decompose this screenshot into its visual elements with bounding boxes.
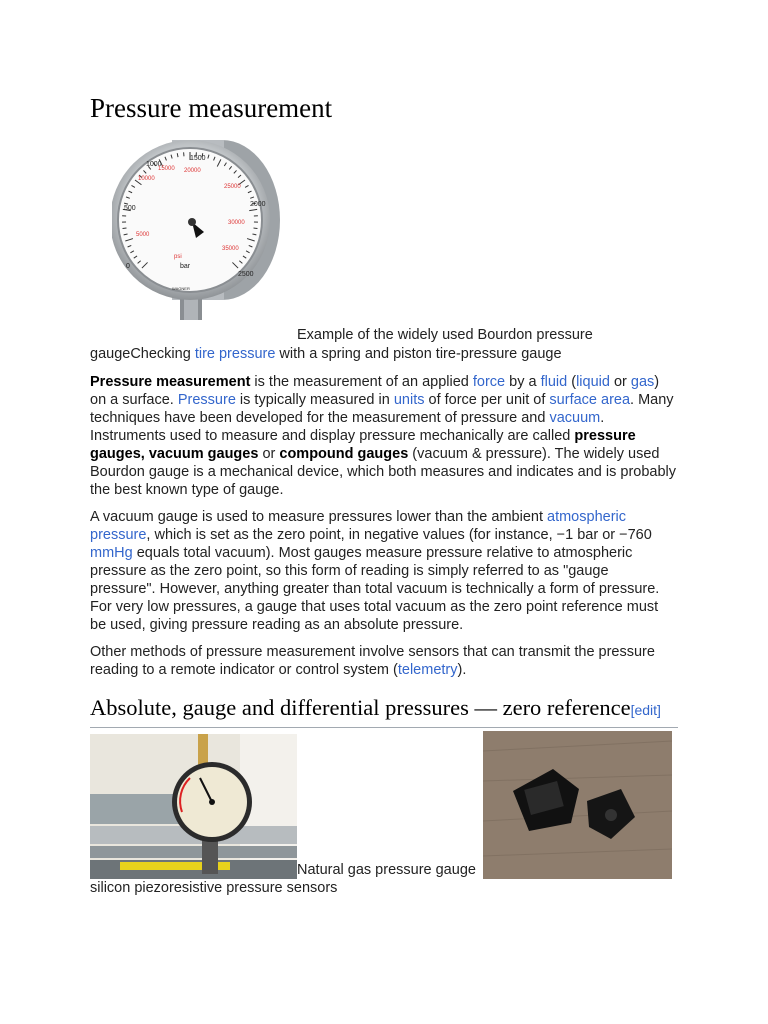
dial-label: 1500 — [190, 155, 206, 162]
dial-label: 2000 — [250, 201, 266, 208]
page-title: Pressure measurement — [90, 93, 333, 123]
link-fluid[interactable]: fluid — [540, 374, 568, 390]
section-heading — [90, 695, 678, 728]
text: of force per unit of — [424, 392, 550, 408]
figure-caption: Natural gas pressure gauge — [297, 862, 476, 878]
edit-link[interactable]: [edit] — [630, 702, 661, 718]
text: is the measurement of an applied — [250, 374, 473, 390]
section-heading-text: Absolute, gauge and differential pressures — zero reference — [90, 695, 631, 720]
link-vacuum[interactable]: vacuum — [549, 410, 601, 426]
dial-label: 15000 — [158, 166, 175, 172]
bourdon-gauge-figure — [90, 138, 678, 322]
text: . Instruments used to measure and display pressure mechanically are called — [90, 410, 605, 444]
caption-text: gaugeChecking — [90, 346, 195, 362]
text: ) on a surface. — [90, 374, 660, 408]
dial-label: 0 — [126, 263, 130, 270]
text: , which is set as the zero point, in negative values (for instance, −1 bar or −760 — [146, 527, 652, 543]
natural-gas-gauge-image — [90, 734, 297, 879]
dial-label: 35000 — [222, 246, 239, 252]
link-atmospheric-pressure[interactable]: atmospheric pressure — [90, 509, 626, 543]
dial-label: 2500 — [238, 271, 254, 278]
figure-row — [90, 734, 678, 884]
link-force[interactable]: force — [472, 374, 506, 390]
bourdon-gauge-image — [112, 138, 282, 322]
text: (vacuum & pressure). The widely used Bourdon gauge is a mechanical device, which both measures and indicates and is probably the best known type of gauge. — [90, 446, 676, 498]
text: . Many techniques have been developed for the measurement of pressure and — [90, 392, 674, 426]
dial-tick — [123, 228, 127, 229]
figure-caption: silicon piezoresistive pressure sensors — [90, 880, 338, 896]
text: or — [258, 446, 280, 462]
link-surface-area[interactable]: surface area — [549, 392, 631, 408]
caption-text: Example of the widely used Bourdon pressure — [297, 327, 593, 343]
text: Other methods of pressure measurement involve sensors that can transmit the pressure reading to a remote indicator or control system ( — [90, 644, 655, 678]
link-mmhg[interactable]: mmHg — [90, 545, 133, 561]
text: ). — [457, 662, 467, 678]
bold-term: pressure gauges, vacuum gauges — [90, 428, 636, 462]
text: is typically measured in — [235, 392, 394, 408]
text: A vacuum gauge is used to measure pressures lower than the ambient — [90, 509, 548, 525]
dial-label: 500 — [124, 205, 136, 212]
figure-caption — [90, 326, 678, 364]
paragraph-vacuum-gauge — [90, 508, 678, 634]
dial-label: 5000 — [136, 232, 150, 238]
article — [90, 88, 678, 896]
dial-label: bar — [180, 263, 191, 270]
link-units[interactable]: units — [393, 392, 425, 408]
link-liquid[interactable]: liquid — [576, 374, 610, 390]
link-telemetry[interactable]: telemetry — [397, 662, 458, 678]
dial-label: 25000 — [224, 184, 241, 190]
link-tire-pressure[interactable]: tire pressure — [194, 346, 276, 362]
dial-label: 20000 — [184, 168, 201, 174]
caption-text: with a spring and piston tire-pressure gauge — [275, 346, 562, 362]
paragraph-other-methods — [90, 643, 678, 679]
paragraph-intro — [90, 373, 678, 499]
link-gas[interactable]: gas — [630, 374, 655, 390]
piezoresistive-sensors-image — [483, 731, 672, 879]
dial-brand: WAGNER — [172, 286, 190, 291]
link-pressure[interactable]: Pressure — [177, 392, 236, 408]
dial-label: psi — [174, 254, 182, 260]
dial-label: 10000 — [138, 176, 155, 182]
bold-term: Pressure measurement — [90, 374, 251, 390]
text: ( — [567, 374, 577, 390]
dial-tick — [253, 228, 257, 229]
text: equals total vacuum). Most gauges measure pressure relative to atmospheric pressure as the zero point, so this form of reading is simply referred to as "gauge pressure". However, anything greater than total vacuum is technically a form of pressure. For very low pressures, a gauge that uses total vacuum as the zero point reference must be used, giving pressure reading as an absolute pressure. — [90, 545, 660, 633]
dial-label: 1000 — [146, 161, 162, 168]
text: or — [609, 374, 631, 390]
dial-label: 30000 — [228, 220, 245, 226]
text: by a — [505, 374, 541, 390]
bold-term: compound gauges — [279, 446, 409, 462]
